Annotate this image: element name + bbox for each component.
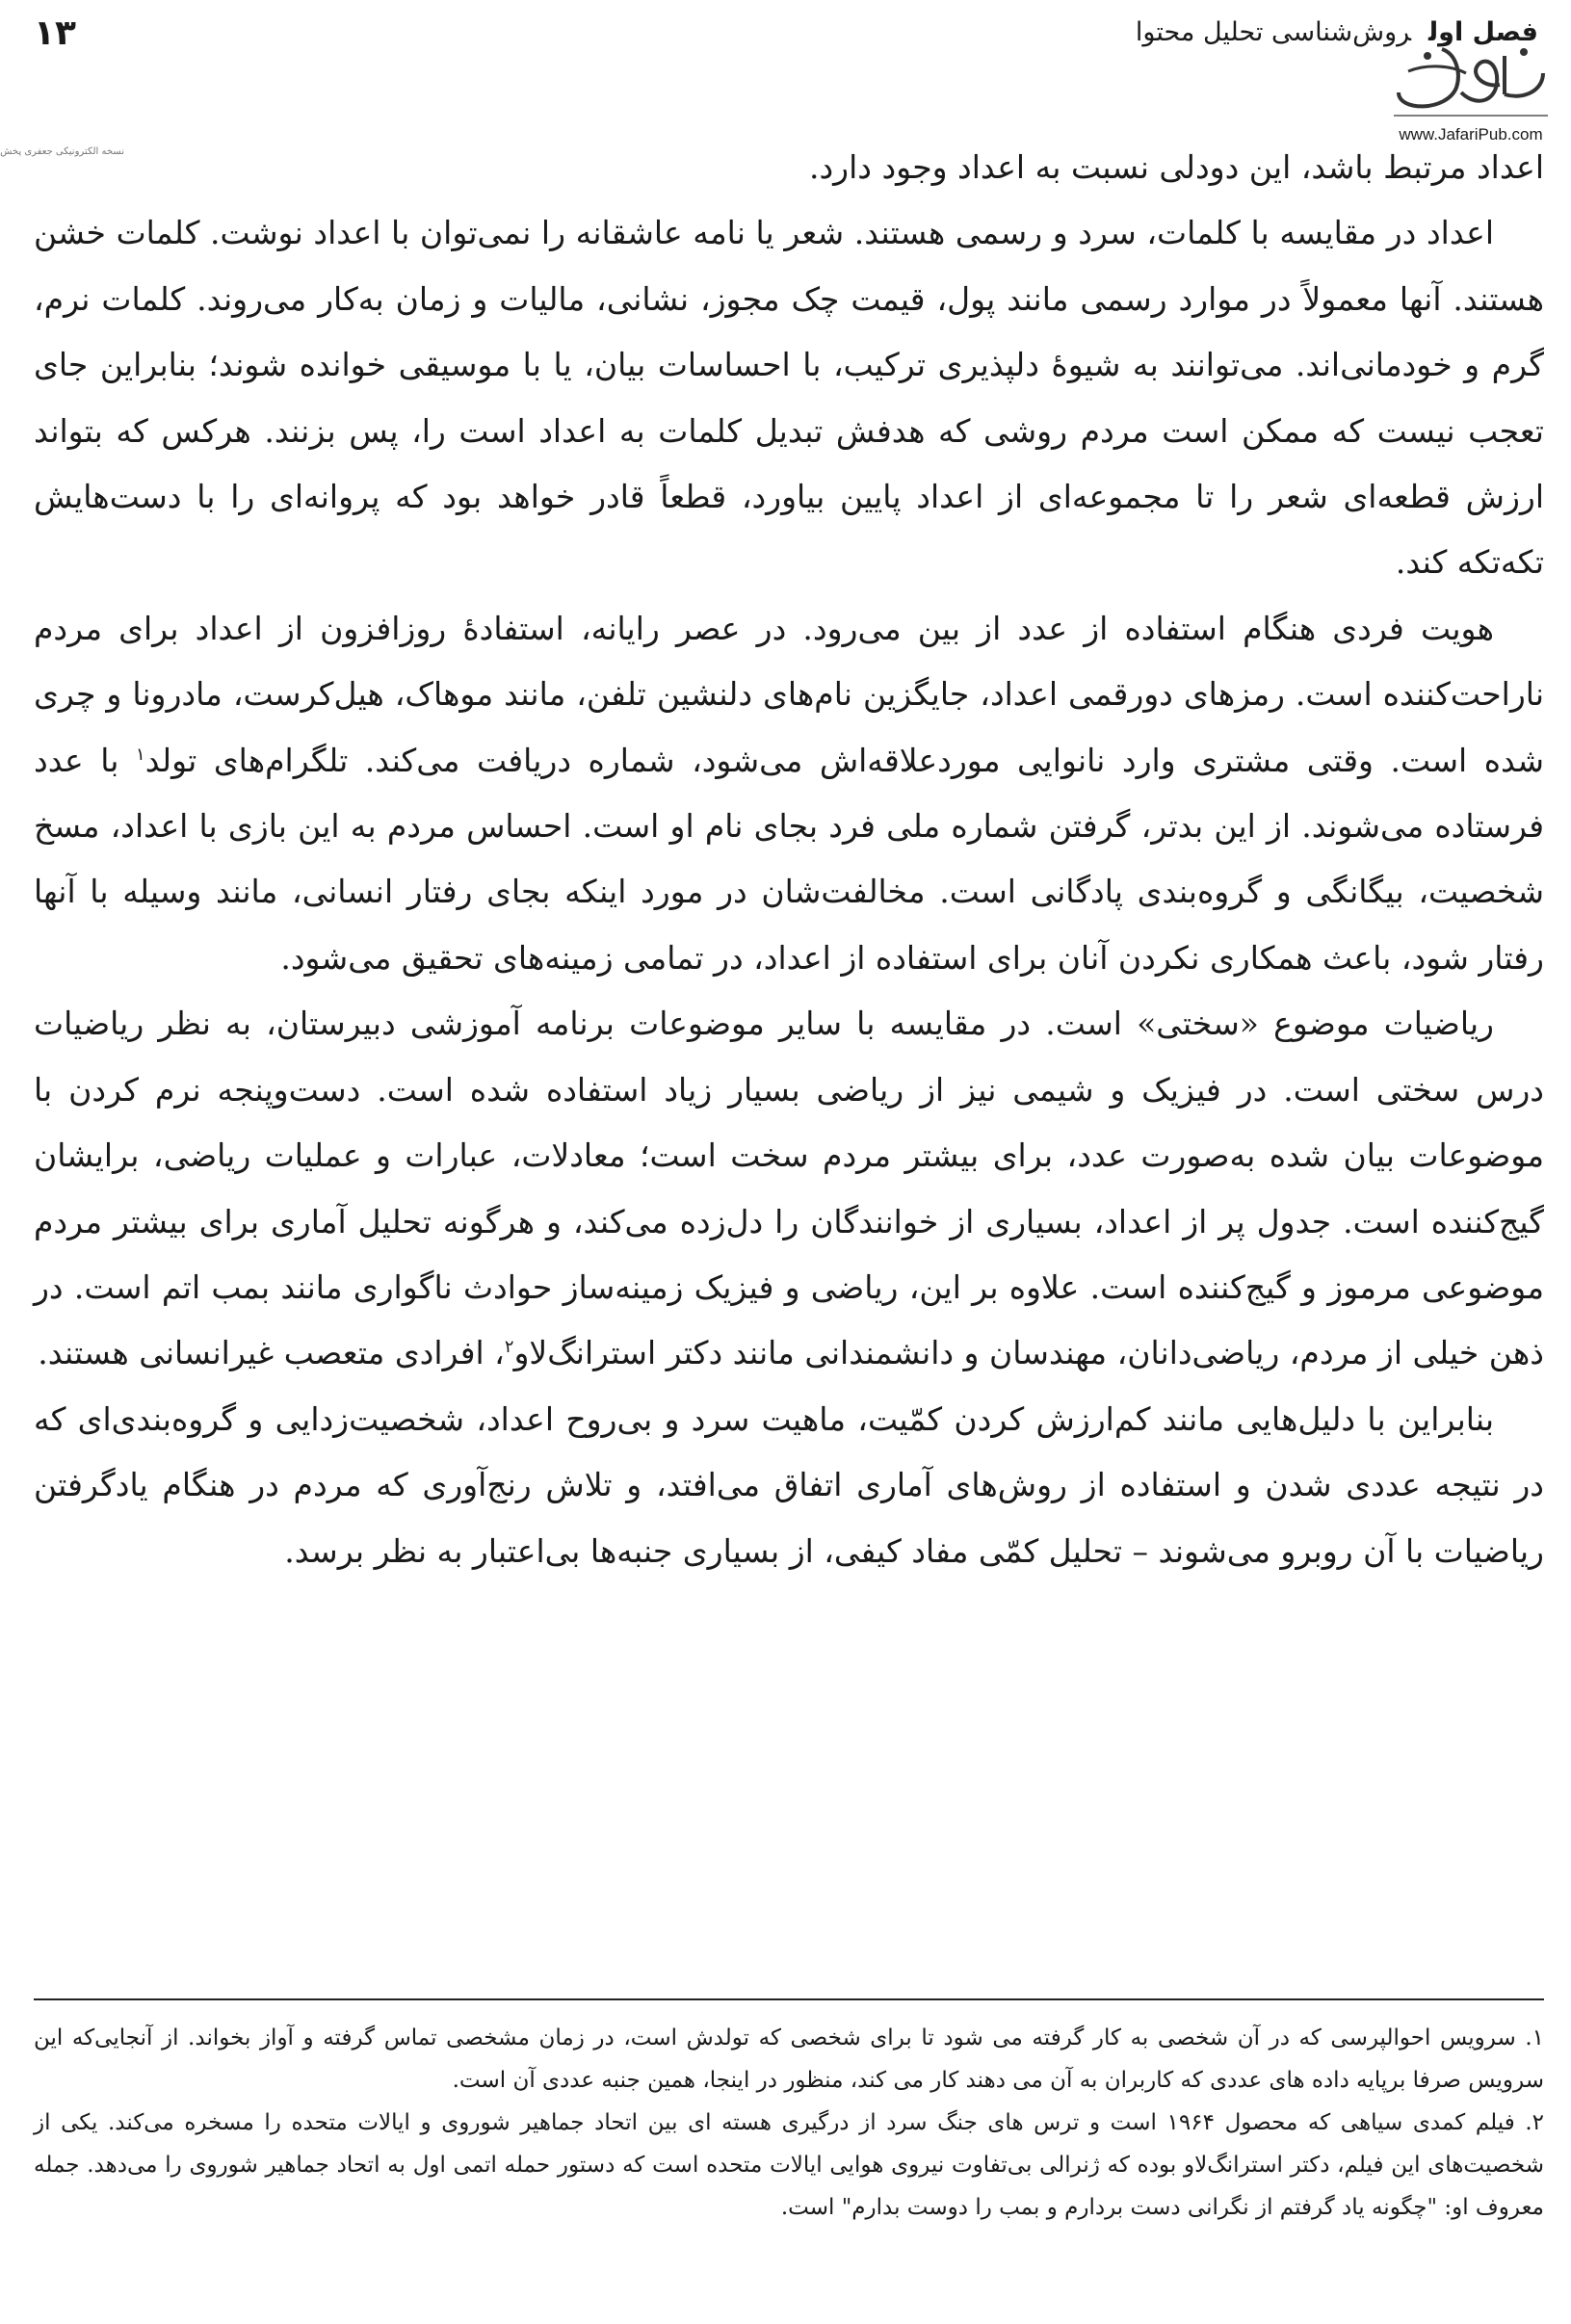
footnote-1: ۱. سرویس احوالپرسی که در آن شخصی به کار گرفته می شود تا برای شخصی که تولدش است، در زمان مشخصی تماس گرفته و آواز بخواند. از آنجایی‌که این سرویس صرفا برپایه داده های عددی که کاربران به آن می دهند کار می کند، منظور در اینجا، همین جنبه عددی آن است. [34, 2025, 1544, 2093]
paragraph-3 [34, 991, 1544, 1386]
book-title: روش‌شناسی تحلیل محتوا [1135, 17, 1412, 47]
chapter-label: فصل اول [1428, 17, 1538, 47]
footnote-ref-1[interactable]: ۱ [136, 744, 145, 765]
page-header [34, 13, 1544, 62]
watermark-stamp: نسخه الکترونیکی جعفری پخش [0, 146, 124, 157]
publisher-url: www.JafariPub.com [1399, 125, 1543, 144]
footnote-2: ۲. فیلم کمدی سیاهی که محصول ۱۹۶۴ است و ترس های جنگ سرد از درگیری هسته ای بین اتحاد جماهیر شوروی و ایالات متحده را مسخره می‌کند. یکی از شخصیت‌های این فیلم، دکتر استرانگ‌لاو بوده که ژنرالی بی‌تفاوت نیروی هوایی ایالات متحده است که دستور حمله اتمی اول به اتحاد جماهیر شوروی را می‌دهد. جمله معروف او: "چگونه یاد گرفتم از نگرانی دست بردارم و بمب را دوست بدارم" است. [34, 2110, 1544, 2220]
paragraph-1: اعداد در مقایسه با کلمات، سرد و رسمی هستند. شعر یا نامه عاشقانه را نمی‌توان با اعداد نوشت. کلمات خشن هستند. آنها معمولاً در موارد رسمی مانند پول، قیمت چک مجوز، نشانی، مالیات و زمان به‌کار می‌روند. کلمات نرم، گرم و خودمانی‌اند. می‌توانند به شیوهٔ دلپذیری ترکیب، با احساسات بیان، یا با موسیقی خوانده شوند؛ بنابراین جای تعجب نیست که ممکن است مردم روشی که هدفش تبدیل کلمات به اعداد است را، پس بزنند. هرکس که بتواند ارزش قطعه‌ای شعر را تا مجموعه‌ای از اعداد پایین بیاورد، قطعاً قادر خواهد بود که پروانه‌ای را با دست‌هایش تکه‌تکه کند. [34, 214, 1544, 582]
paragraph-3-text-b: ، افرادی متعصب غیرانسانی هستند. [38, 1334, 505, 1372]
footnotes [34, 2017, 1544, 2229]
main-text [34, 135, 1544, 1584]
paragraph-4: بنابراین با دلیل‌هایی مانند کم‌ارزش کردن کمّیت، ماهیت سرد و بی‌روح اعداد، شخصیت‌زدایی و گروه‌بندی‌ای که در نتیجه عددی شدن و استفاده از روش‌های آماری اتفاق می‌افتد، و تلاش رنج‌آوری که مردم در هنگام یادگرفتن ریاضیات با آن روبرو می‌شوند – تحلیل کمّی مفاد کیفی، از بسیاری جنبه‌ها بی‌اعتبار به نظر برسد. [34, 1399, 1544, 1570]
paragraph-2 [34, 596, 1544, 991]
paragraph-2-text-a: هویت فردی هنگام استفاده از عدد از بین می‌رود. در عصر رایانه، استفادهٔ روزافزون از اعداد برای مردم ناراحت‌کننده است. رمزهای دورقمی اعداد، جایگزین نام‌های دلنشین تلفن، مانند موهاک، هیل‌کرست، مادرونا و چری شده است. وقتی مشتری وارد نانوایی موردعلاقه‌اش می‌شود، شماره دریافت می‌کند. تلگرام‌های تولد [34, 609, 1544, 779]
paragraph-3-text-a: ریاضیات موضوع «سختی» است. در مقایسه با سایر موضوعات برنامه آموزشی دبیرستان، به نظر ریاضیات درس سختی است. در فیزیک و شیمی نیز از ریاضی بسیار زیاد استفاده شده است. دست‌وپنجه نرم کردن با موضوعات بیان شده به‌صورت عدد، برای بیشتر مردم سخت است؛ معادلات، عبارات و عملیات ریاضی، برایشان گیج‌کننده است. جدول پر از اعداد، بسیاری از خوانندگان را دل‌زده می‌کند، و هرگونه تحلیل آماری برای بیشتر مردم موضوعی مرموز و گیج‌کننده است. علاوه بر این، ریاضی و فیزیک زمینه‌ساز حوادث ناگواری مانند بمب اتم است. در ذهن خیلی از مردم، ریاضی‌دانان، مهندسان و دانشمندانی مانند دکتر استرانگ‌لاو [34, 1005, 1544, 1372]
page-number: ۱۳ [34, 13, 76, 53]
publisher-logo-mark [1389, 35, 1553, 123]
paragraph-2-text-b: با عدد فرستاده می‌شوند. از این بدتر، گرفتن شماره ملی فرد بجای نام او است. احساس مردم به این بازی با اعداد، مسخ شخصیت، بیگانگی و گروه‌بندی پادگانی است. مخالفت‌شان در مورد اینکه بجای رفتار انسانی، مانند وسیله با آنها رفتار شود، باعث همکاری نکردن آنان برای استفاده از اعداد، در تمامی زمینه‌های تحقیق می‌شود. [34, 741, 1544, 977]
footnote-divider [34, 1998, 1544, 2000]
footnote-ref-2[interactable]: ۲ [504, 1337, 514, 1358]
paragraph-intro: اعداد مرتبط باشد، این دودلی نسبت به اعداد وجود دارد. [809, 148, 1544, 186]
